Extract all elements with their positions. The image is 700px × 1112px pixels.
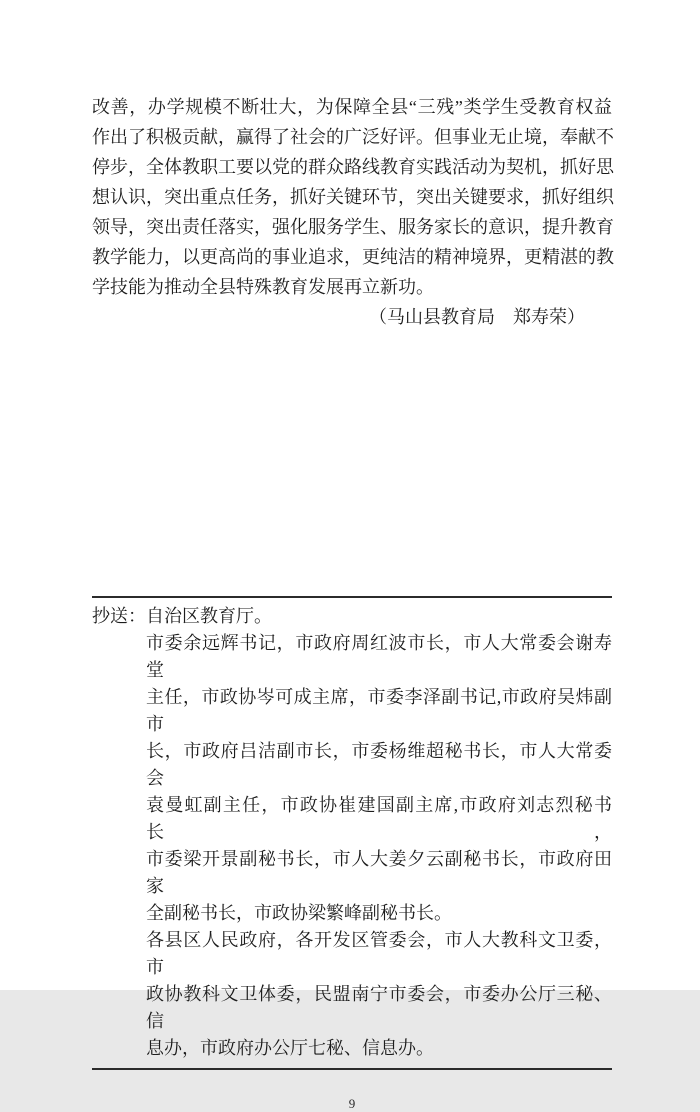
copy-line: 市委梁开景副秘书长，市人大姜夕云副秘书长，市政府田家 xyxy=(146,849,612,896)
body-line: 领导，突出责任落实，强化服务学生、服务家长的意识，提升教育 xyxy=(92,217,614,237)
copy-line: 袁曼虹副主任，市政协崔建国副主席,市政府刘志烈秘书长， xyxy=(146,795,612,842)
body-line: 改善，办学规模不断壮大，为保障全县“三残”类学生受教育权益 xyxy=(92,97,612,117)
copy-line: 主任，市政协岑可成主席，市委李泽副书记,市政府吴炜副市 xyxy=(146,687,612,734)
body-paragraph xyxy=(92,92,612,332)
body-line: 学技能为推动全县特殊教育发展再立新功。 xyxy=(92,277,434,297)
page-number: 9 xyxy=(348,1096,356,1111)
copy-line: 息办，市政府办公厅七秘、信息办。 xyxy=(146,1038,434,1058)
blank-space xyxy=(92,332,612,596)
body-line: 作出了积极贡献，赢得了社会的广泛好评。但事业无止境，奉献不 xyxy=(92,127,614,147)
copy-content xyxy=(146,603,612,1062)
copy-line: 市委余远辉书记，市政府周红波市长，市人大常委会谢寿堂 xyxy=(146,633,612,680)
copy-line: 自治区教育厅。 xyxy=(146,606,272,626)
body-line: 教学能力，以更高尚的事业追求，更纯洁的精神境界，更精湛的教 xyxy=(92,247,614,267)
body-line: 停步，全体教职工要以党的群众路线教育实践活动为契机，抓好思 xyxy=(92,157,614,177)
signature-line: （马山县教育局 郑寿荣） xyxy=(369,307,585,327)
copy-paragraph xyxy=(146,603,612,630)
body-line: 想认识，突出重点任务，抓好关键环节，突出关键要求，抓好组织 xyxy=(92,187,614,207)
copy-paragraph xyxy=(146,927,612,1062)
copy-line: 各县区人民政府，各开发区管委会，市人大教科文卫委，市 xyxy=(146,930,612,977)
copy-label: 抄送： xyxy=(92,606,146,626)
copy-distribution-block xyxy=(92,596,612,1070)
copy-line: 全副秘书长，市政协梁繁峰副秘书长。 xyxy=(146,903,452,923)
copy-paragraph xyxy=(146,630,612,927)
copy-line: 政协教科文卫体委，民盟南宁市委会，市委办公厅三秘、信 xyxy=(146,984,612,1031)
copy-line: 长，市政府吕洁副市长，市委杨维超秘书长，市人大常委会 xyxy=(146,741,612,788)
